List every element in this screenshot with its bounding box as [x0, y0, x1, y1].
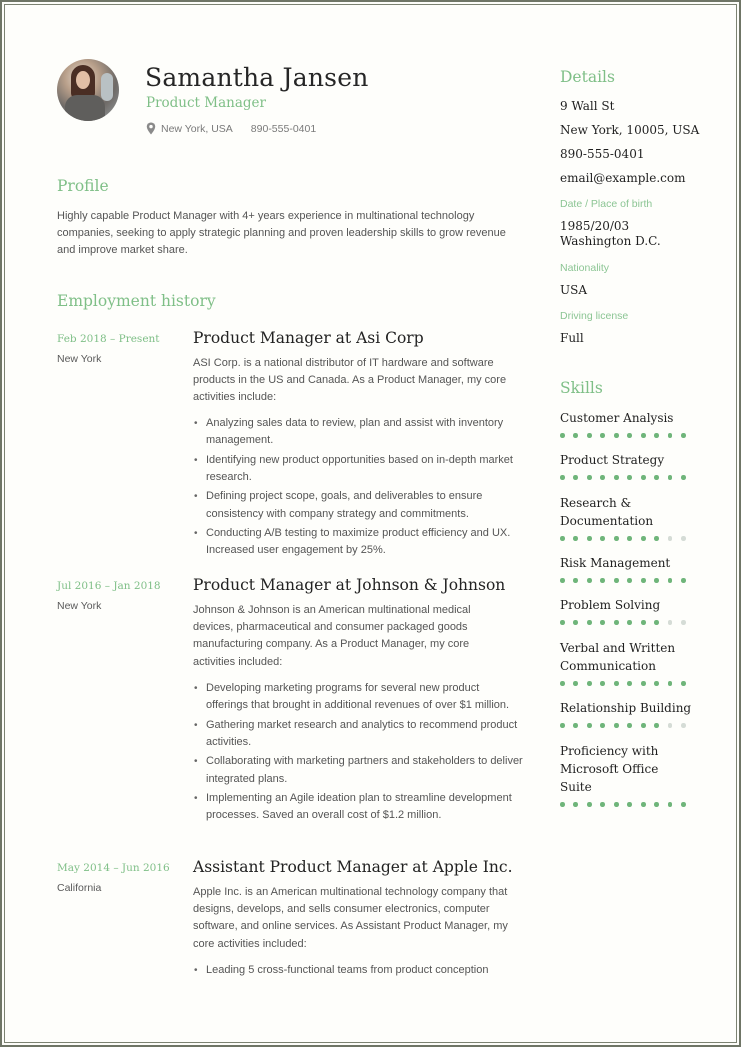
skill-dot-filled	[681, 578, 686, 583]
skill-dot-filled	[641, 475, 646, 480]
skill-dot-filled	[614, 620, 619, 625]
skill-name: Proficiency with Microsoft Office Suite	[560, 744, 659, 794]
job-description: ASI Corp. is a national distributor of IT hardware and software products in the US and Canada. As a Product Manager, my core activities include:	[193, 357, 507, 404]
skill-dot-filled	[614, 681, 619, 686]
skill-item	[560, 596, 730, 625]
skill-name: Relationship Building	[560, 701, 692, 715]
skill-dot-filled	[600, 578, 605, 583]
skill-dot-filled	[627, 802, 632, 807]
job-date: May 2014 – Jun 2016	[57, 862, 170, 874]
skill-dot-filled	[627, 536, 632, 541]
job-location: California	[57, 882, 102, 894]
skill-dot-filled	[573, 723, 578, 728]
skill-dot-filled	[560, 620, 565, 625]
details-heading: Details	[560, 68, 615, 86]
skill-dot-filled	[560, 681, 565, 686]
nationality-value: USA	[560, 283, 587, 297]
skill-dot-filled	[654, 475, 659, 480]
employment-heading: Employment history	[57, 292, 216, 310]
job-bullets	[193, 680, 523, 827]
skill-dot-filled	[600, 475, 605, 480]
license-label: Driving license	[560, 310, 629, 322]
skill-dot-filled	[587, 578, 592, 583]
job-bullet: • Gathering market research and analytics to recommend product activities.	[193, 717, 523, 751]
job-bullet: • Identifying new product opportunities based on in-depth market research.	[193, 452, 523, 486]
skill-level-dots	[560, 723, 730, 728]
skill-dot-empty	[681, 723, 686, 728]
skill-name: Customer Analysis	[560, 411, 674, 425]
skill-dot-empty	[681, 620, 686, 625]
skill-dot-filled	[587, 536, 592, 541]
skill-dot-filled	[681, 475, 686, 480]
skill-dot-filled	[573, 620, 578, 625]
skill-dot-filled	[641, 433, 646, 438]
skill-dot-filled	[627, 475, 632, 480]
skill-dot-filled	[641, 578, 646, 583]
skill-dot-filled	[641, 723, 646, 728]
avatar	[57, 59, 119, 121]
skill-dot-filled	[600, 681, 605, 686]
nationality-label: Nationality	[560, 262, 610, 274]
skill-dot-filled	[627, 620, 632, 625]
profile-text: Highly capable Product Manager with 4+ years experience in multinational technology companies, seeking to apply strategic planning and proven leadership skills to grow revenue and improve market share.	[57, 210, 506, 257]
skill-item	[560, 699, 730, 728]
skill-dot-filled	[614, 433, 619, 438]
skill-name: Risk Management	[560, 556, 671, 570]
skill-dot-filled	[573, 433, 578, 438]
skill-dot-filled	[641, 536, 646, 541]
skill-dot-empty	[681, 536, 686, 541]
job-bullet: • Analyzing sales data to review, plan and assist with inventory management.	[193, 415, 523, 449]
job-role: Product Manager at Asi Corp	[193, 329, 424, 347]
license-value: Full	[560, 331, 584, 345]
skill-dot-filled	[614, 802, 619, 807]
birth-place: Washington D.C.	[560, 234, 661, 248]
job-bullet: • Collaborating with marketing partners and stakeholders to deliver integrated plans.	[193, 753, 523, 787]
skill-dot-filled	[654, 681, 659, 686]
header-phone: 890-555-0401	[250, 122, 317, 135]
skill-dot-filled	[600, 802, 605, 807]
job-role: Product Manager at Johnson & Johnson	[193, 576, 506, 594]
skill-dot-filled	[654, 578, 659, 583]
details-email: email@example.com	[560, 171, 686, 185]
skill-dot-filled	[681, 433, 686, 438]
skill-dot-filled	[668, 578, 673, 583]
skill-dot-filled	[668, 802, 673, 807]
job-role: Assistant Product Manager at Apple Inc.	[193, 858, 513, 876]
skill-dot-filled	[600, 620, 605, 625]
skill-dot-filled	[641, 802, 646, 807]
skill-level-dots	[560, 578, 730, 583]
job-location: New York	[57, 600, 102, 612]
job-date: Feb 2018 – Present	[57, 333, 160, 345]
avatar-face	[76, 71, 90, 89]
job-bullet: • Implementing an Agile ideation plan to streamline development processes. Saved an overall cost of $1.2 million.	[193, 790, 523, 824]
job-bullets	[193, 962, 523, 982]
birth-label: Date / Place of birth	[560, 198, 653, 210]
skill-dot-filled	[600, 536, 605, 541]
skill-item	[560, 742, 730, 807]
skill-dot-filled	[560, 802, 565, 807]
skill-name: Research & Documentation	[560, 496, 654, 528]
candidate-job-title: Product Manager	[146, 95, 266, 111]
skill-name: Product Strategy	[560, 453, 665, 467]
job-location: New York	[57, 353, 102, 365]
skill-dot-filled	[627, 433, 632, 438]
skill-dot-filled	[560, 475, 565, 480]
skill-name: Verbal and Written Communication	[560, 641, 676, 673]
skill-dot-filled	[614, 578, 619, 583]
birth-date: 1985/20/03	[560, 219, 630, 233]
skill-dot-filled	[573, 802, 578, 807]
skill-dot-filled	[654, 536, 659, 541]
skill-dot-filled	[614, 723, 619, 728]
skill-dot-filled	[573, 578, 578, 583]
skill-dot-filled	[614, 475, 619, 480]
skill-level-dots	[560, 433, 730, 438]
skill-dot-filled	[614, 536, 619, 541]
skill-dot-filled	[560, 578, 565, 583]
skill-level-dots	[560, 536, 730, 541]
skill-dot-empty	[668, 536, 673, 541]
skill-dot-filled	[654, 723, 659, 728]
candidate-name: Samantha Jansen	[145, 63, 369, 92]
location-pin-icon	[146, 122, 156, 135]
resume-page	[5, 5, 736, 1042]
skill-dot-filled	[560, 536, 565, 541]
skill-dot-filled	[573, 536, 578, 541]
skill-dot-filled	[600, 723, 605, 728]
skill-level-dots	[560, 475, 730, 480]
job-bullet: • Defining project scope, goals, and deliverables to ensure consistency with company strategy and commitments.	[193, 488, 523, 522]
job-description: Apple Inc. is an American multinational technology company that designs, develops, and sells consumer electronics, computer software, and online services. As Assistant Product Manager, my core activities included:	[193, 886, 508, 950]
job-bullet: • Conducting A/B testing to maximize product efficiency and UX. Increased user engagement by 25%.	[193, 525, 523, 559]
job-bullet: • Developing marketing programs for several new product offerings that brought in additional revenues of over $1 million.	[193, 680, 523, 714]
profile-heading: Profile	[57, 177, 109, 195]
job-bullet: • Leading 5 cross-functional teams from product conception	[193, 962, 523, 979]
avatar-background-person	[101, 73, 113, 101]
skill-dot-filled	[627, 681, 632, 686]
skill-level-dots	[560, 620, 730, 625]
job-date: Jul 2016 – Jan 2018	[57, 580, 161, 592]
skill-dot-filled	[668, 681, 673, 686]
skill-dot-empty	[668, 723, 673, 728]
avatar-body	[65, 95, 105, 121]
skill-dot-filled	[587, 475, 592, 480]
header-location: New York, USA	[161, 122, 233, 135]
skill-item	[560, 409, 730, 438]
details-address-line1: 9 Wall St	[560, 99, 615, 113]
skill-dot-filled	[654, 802, 659, 807]
skill-dot-filled	[587, 681, 592, 686]
skill-dot-filled	[587, 802, 592, 807]
skill-level-dots	[560, 802, 730, 807]
skill-dot-filled	[654, 620, 659, 625]
skill-item	[560, 451, 730, 480]
skill-dot-filled	[587, 620, 592, 625]
skills-heading: Skills	[560, 379, 603, 397]
skill-dot-filled	[668, 433, 673, 438]
skill-dot-filled	[627, 578, 632, 583]
skill-dot-filled	[560, 723, 565, 728]
skill-dot-filled	[681, 802, 686, 807]
details-address-line2: New York, 10005, USA	[560, 123, 700, 137]
skill-dot-filled	[587, 723, 592, 728]
skill-dot-filled	[573, 475, 578, 480]
skill-dot-filled	[641, 620, 646, 625]
skill-name: Problem Solving	[560, 598, 661, 612]
skill-dot-filled	[627, 723, 632, 728]
details-phone: 890-555-0401	[560, 147, 645, 161]
skill-item	[560, 554, 730, 583]
skill-dot-empty	[668, 620, 673, 625]
skill-level-dots	[560, 681, 730, 686]
header-contact-row	[146, 122, 316, 135]
skill-dot-filled	[573, 681, 578, 686]
skill-dot-filled	[681, 681, 686, 686]
skill-dot-filled	[641, 681, 646, 686]
job-bullets	[193, 415, 523, 562]
skill-dot-filled	[654, 433, 659, 438]
skill-item	[560, 639, 730, 686]
skill-dot-filled	[560, 433, 565, 438]
skill-item	[560, 494, 730, 541]
skill-dot-filled	[600, 433, 605, 438]
skill-dot-filled	[587, 433, 592, 438]
skill-dot-filled	[668, 475, 673, 480]
job-description: Johnson & Johnson is an American multinational medical devices, pharmaceutical and consumer packaged goods manufacturing company. As a Product Manager, my core activities included:	[193, 604, 471, 668]
